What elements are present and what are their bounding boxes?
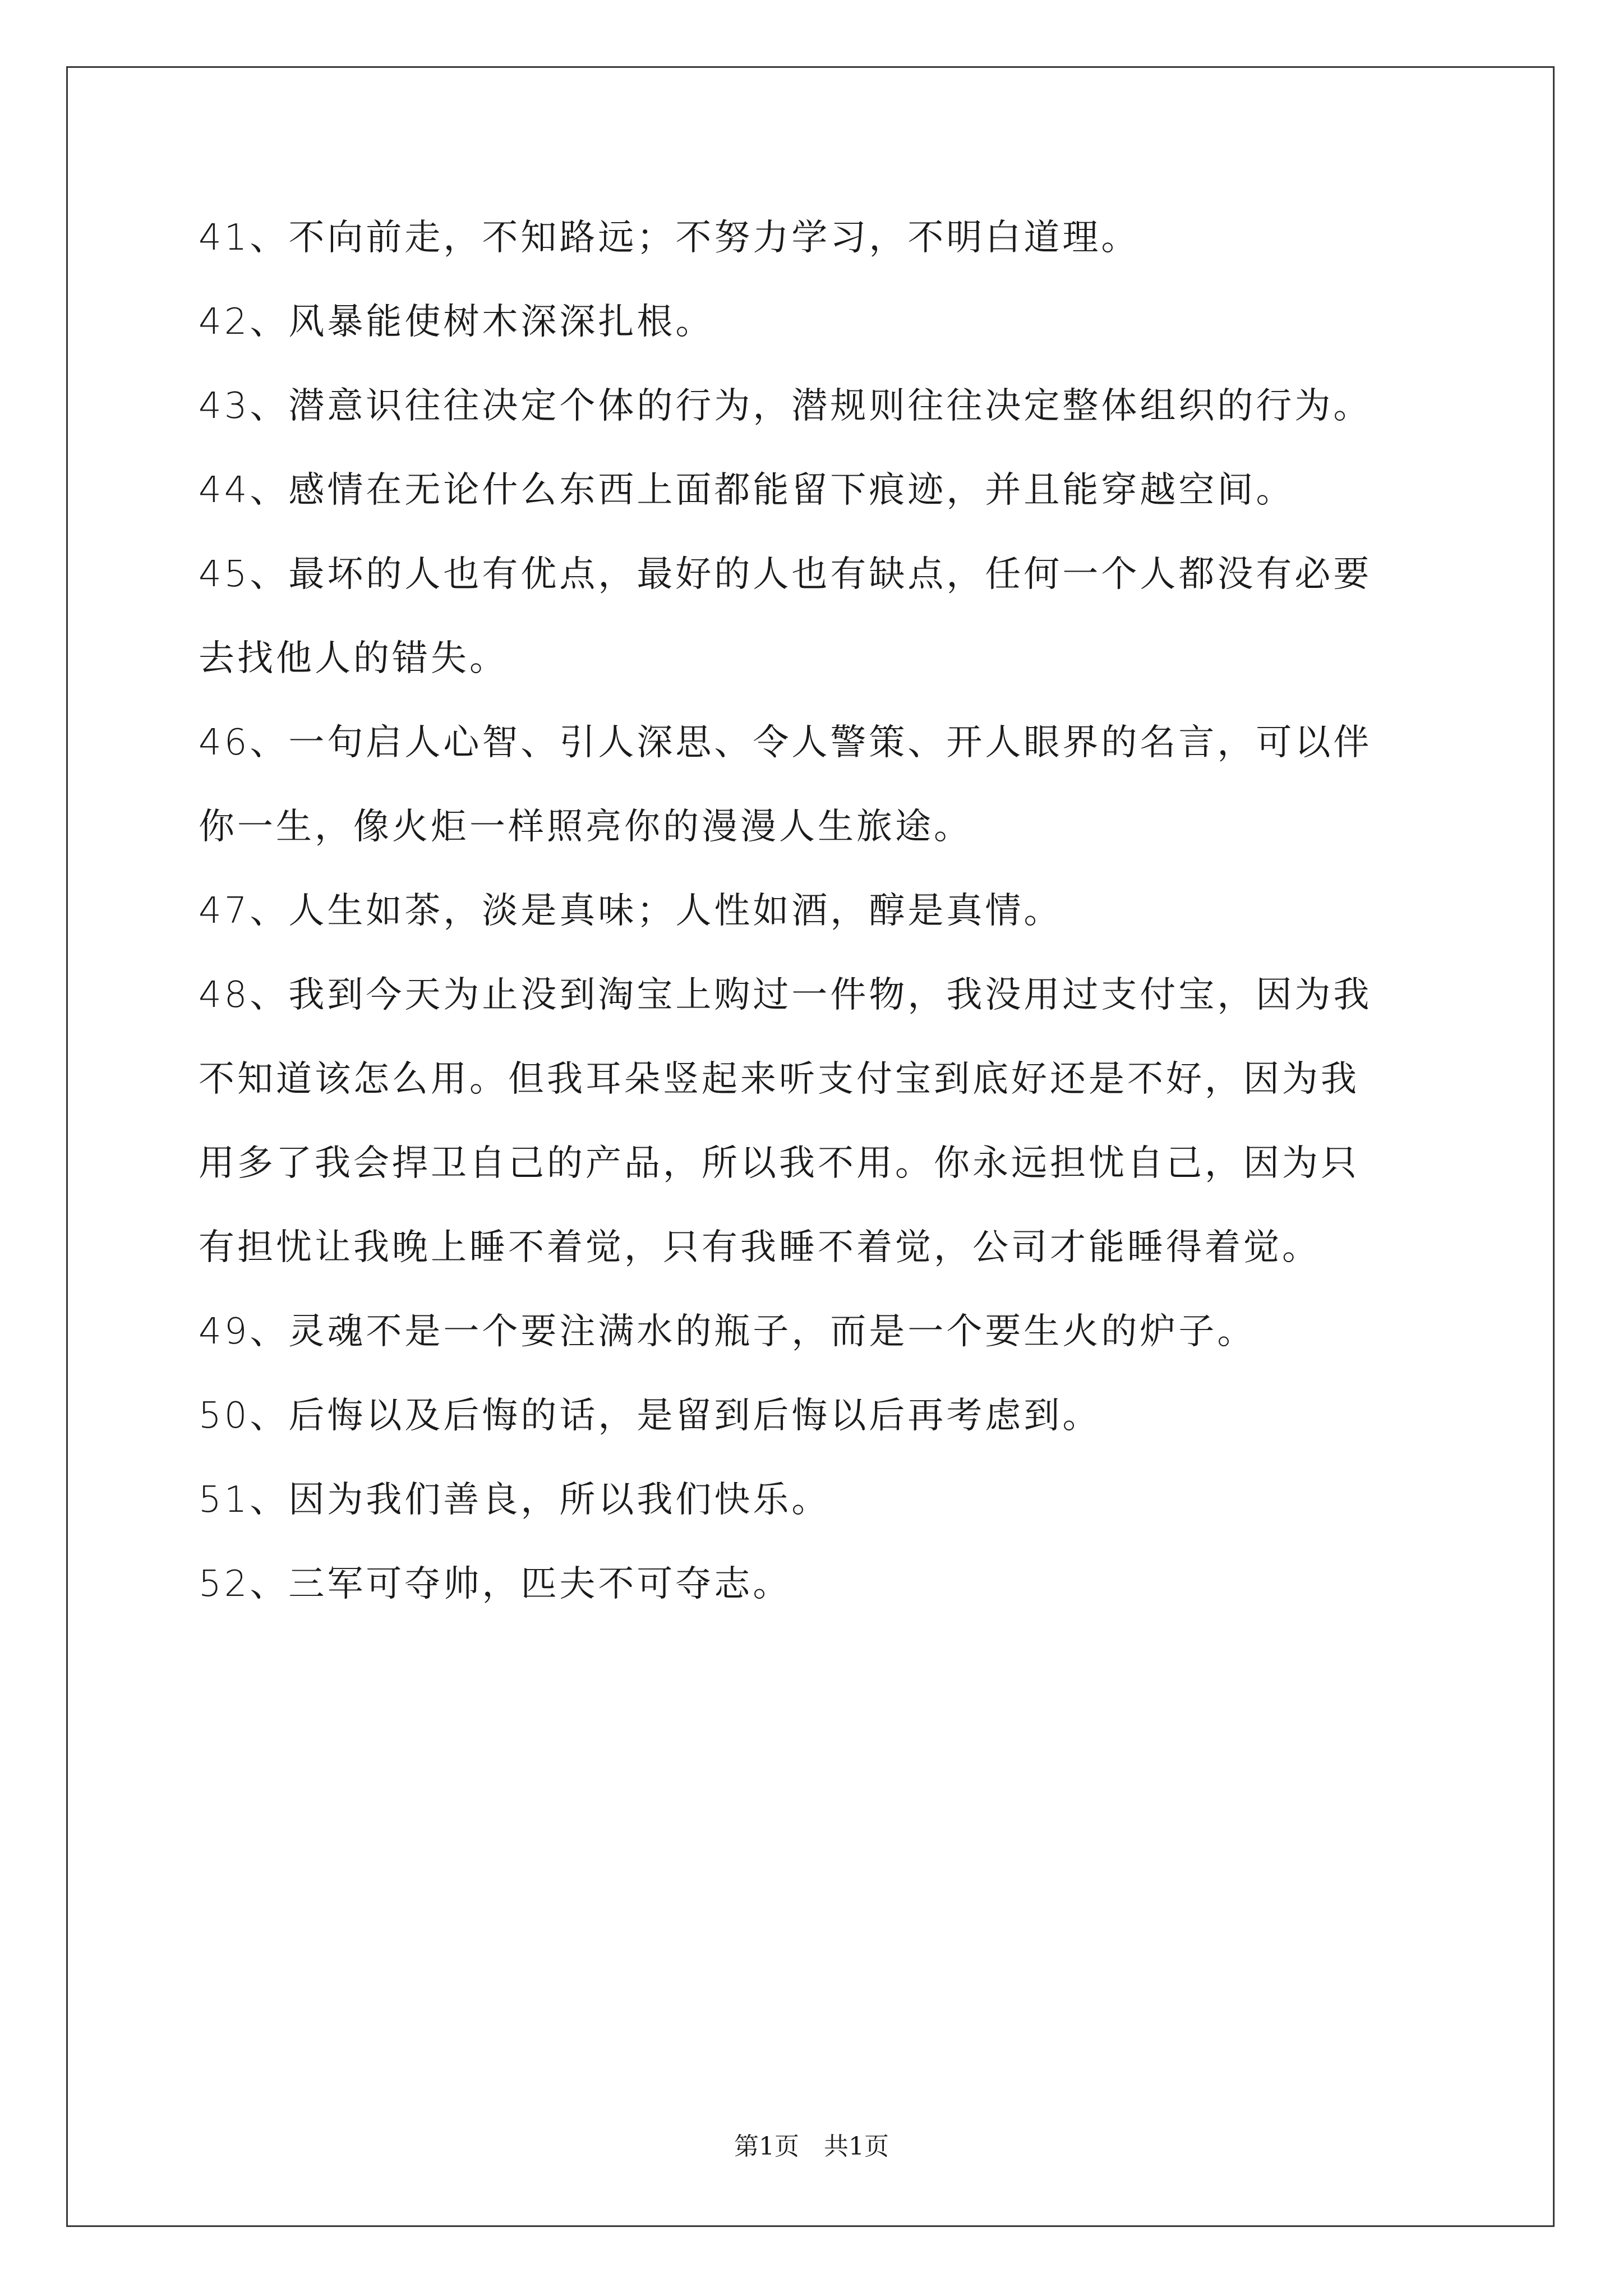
quote-line: 去找他人的错失。 <box>199 638 508 679</box>
quote-line: 50、后悔以及后悔的话，是留到后悔以后再考虑到。 <box>199 1395 1101 1437</box>
quote-line: 49、灵魂不是一个要注满水的瓶子，而是一个要生火的炉子。 <box>199 1311 1256 1352</box>
quote-line: 52、三军可夺帅，匹夫不可夺志。 <box>199 1563 792 1605</box>
quote-line: 45、最坏的人也有优点，最好的人也有缺点，任何一个人都没有必要 <box>199 554 1372 595</box>
page-number-footer: 第1页 共1页 <box>734 2132 889 2161</box>
quote-line: 不知道该怎么用。但我耳朵竖起来听支付宝到底好还是不好，因为我 <box>199 1059 1359 1100</box>
quote-line: 41、不向前走，不知路远；不努力学习，不明白道理。 <box>199 217 1140 259</box>
quote-line: 48、我到今天为止没到淘宝上购过一件物，我没用过支付宝，因为我 <box>199 974 1372 1016</box>
quote-line: 51、因为我们善良，所以我们快乐。 <box>199 1479 831 1521</box>
quote-line: 有担忧让我晚上睡不着觉，只有我睡不着觉，公司才能睡得着觉。 <box>199 1227 1321 1268</box>
quote-line: 43、潜意识往往决定个体的行为，潜规则往往决定整体组织的行为。 <box>199 385 1372 427</box>
quote-line: 用多了我会捍卫自己的产品，所以我不用。你永远担忧自己，因为只 <box>199 1143 1359 1184</box>
quote-line: 47、人生如茶，淡是真味；人性如酒，醇是真情。 <box>199 890 1063 932</box>
quote-line: 46、一句启人心智、引人深思、令人警策、开人眼界的名言，可以伴 <box>199 722 1372 763</box>
quote-line: 42、风暴能使树木深深扎根。 <box>199 301 714 343</box>
quote-line: 44、感情在无论什么东西上面都能留下痕迹，并且能穿越空间。 <box>199 470 1295 511</box>
quote-line: 你一生，像火炬一样照亮你的漫漫人生旅途。 <box>199 806 972 848</box>
